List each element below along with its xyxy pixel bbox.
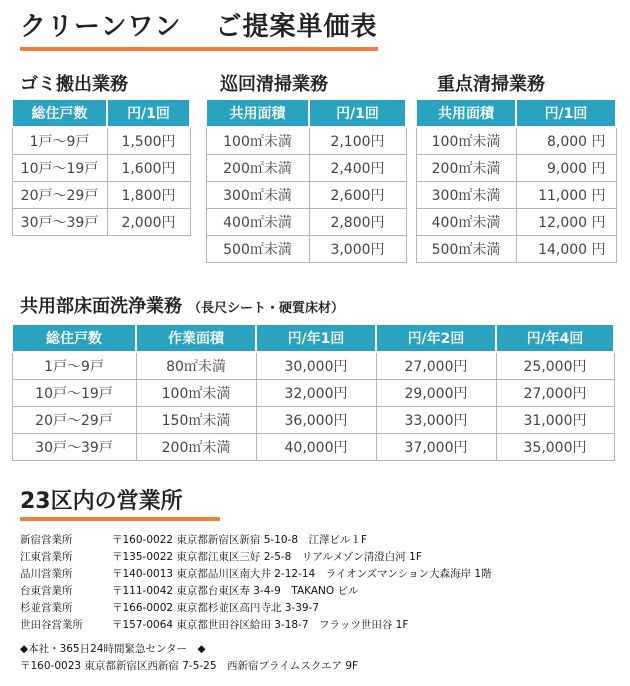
list-item — [20, 617, 492, 634]
table-cell: 20戸～29戸 — [12, 407, 136, 434]
table-cell: 35,000円 — [496, 434, 614, 461]
headquarters-address: 〒160-0023 東京都新宿区西新宿 7-5-25 西新宿プライムスクエア 9F — [20, 660, 359, 672]
column-header: 円/年4回 — [496, 324, 614, 352]
column-header: 総住戸数 — [12, 324, 136, 352]
table-cell: 300㎡未満 — [206, 182, 309, 209]
intensive-price-table — [415, 98, 617, 263]
table-row — [12, 155, 190, 182]
table-cell: 12,000 円 — [516, 209, 616, 236]
table-cell: 100㎡未満 — [416, 127, 516, 155]
table-cell: 40,000円 — [256, 434, 376, 461]
table-cell: 33,000円 — [376, 407, 496, 434]
table-cell: 1戸～9戸 — [12, 127, 107, 155]
office-address: 〒140-0013 東京都品川区南大井 2-12-14 ライオンズマンション大森海岸 1階 — [112, 568, 492, 580]
garbage-heading: ゴミ搬出業務 — [20, 74, 128, 95]
office-name: 台東営業所 — [20, 585, 73, 597]
table-cell: 3,000円 — [309, 236, 406, 263]
table-row — [12, 127, 190, 155]
table-cell: 1戸～9戸 — [12, 352, 136, 380]
price-table-title: ご提案単価表 — [215, 12, 378, 42]
table-cell: 500㎡未満 — [206, 236, 309, 263]
garbage-price-table — [11, 98, 191, 236]
column-header: 円/1回 — [516, 99, 616, 127]
column-header: 円/1回 — [309, 99, 406, 127]
office-address: 〒160-0022 東京都新宿区新宿 5-10-8 江澤ビル１F — [112, 534, 368, 546]
table-cell: 1,600円 — [107, 155, 190, 182]
table-cell: 150㎡未満 — [136, 407, 256, 434]
table-row — [206, 127, 406, 155]
table-cell: 200㎡未満 — [416, 155, 516, 182]
column-header: 共用面積 — [206, 99, 309, 127]
table-row — [416, 209, 616, 236]
floor-price-table — [11, 323, 615, 461]
office-name: 世田谷営業所 — [20, 619, 83, 631]
table-cell: 10戸～19戸 — [12, 155, 107, 182]
table-cell: 2,100円 — [309, 127, 406, 155]
table-row — [12, 182, 190, 209]
table-row — [206, 236, 406, 263]
column-header: 円/年1回 — [256, 324, 376, 352]
list-item — [20, 532, 492, 549]
table-row — [12, 209, 190, 236]
table-cell: 29,000円 — [376, 380, 496, 407]
table-cell: 2,400円 — [309, 155, 406, 182]
table-cell: 32,000円 — [256, 380, 376, 407]
patrol-price-table — [205, 98, 407, 263]
table-row — [416, 127, 616, 155]
table-row — [416, 182, 616, 209]
column-header: 共用面積 — [416, 99, 516, 127]
table-cell: 80㎡未満 — [136, 352, 256, 380]
floor-heading-title: 共用部床面洗浄業務 — [20, 296, 182, 317]
table-row — [206, 155, 406, 182]
table-row — [416, 155, 616, 182]
table-cell: 30戸～39戸 — [12, 209, 107, 236]
table-cell: 9,000 円 — [516, 155, 616, 182]
table-cell: 1,500円 — [107, 127, 190, 155]
office-name: 杉並営業所 — [20, 602, 73, 614]
table-row — [12, 434, 614, 461]
table-row — [12, 352, 614, 380]
office-address: 〒166-0002 東京都杉並区高円寺北 3-39-7 — [112, 602, 320, 614]
table-row — [12, 407, 614, 434]
office-list — [20, 532, 492, 634]
list-item — [20, 583, 492, 600]
company-name: クリーンワン — [20, 12, 182, 42]
column-header: 円/1回 — [107, 99, 190, 127]
table-cell: 37,000円 — [376, 434, 496, 461]
office-name: 品川営業所 — [20, 568, 73, 580]
table-row — [416, 236, 616, 263]
table-cell: 25,000円 — [496, 352, 614, 380]
floor-heading-subtitle: （長尺シート・硬質床材） — [188, 301, 345, 316]
column-header: 円/年2回 — [376, 324, 496, 352]
table-cell: 2,000円 — [107, 209, 190, 236]
table-cell: 1,800円 — [107, 182, 190, 209]
floor-heading — [20, 292, 344, 318]
table-cell: 100㎡未満 — [206, 127, 309, 155]
table-cell: 300㎡未満 — [416, 182, 516, 209]
table-cell: 10戸～19戸 — [12, 380, 136, 407]
table-cell: 400㎡未満 — [206, 209, 309, 236]
list-item — [20, 549, 492, 566]
table-cell: 100㎡未満 — [136, 380, 256, 407]
intensive-heading: 重点清掃業務 — [437, 74, 545, 95]
headquarters-label: ◆本社・365日24時間緊急センター ◆ — [20, 643, 206, 655]
table-cell: 20戸～29戸 — [12, 182, 107, 209]
table-cell: 31,000円 — [496, 407, 614, 434]
table-row — [206, 209, 406, 236]
table-cell: 27,000円 — [496, 380, 614, 407]
table-cell: 400㎡未満 — [416, 209, 516, 236]
office-name: 江東営業所 — [20, 551, 73, 563]
list-item — [20, 566, 492, 583]
offices-heading: 23区内の営業所 — [20, 484, 220, 521]
table-cell: 200㎡未満 — [206, 155, 309, 182]
patrol-heading: 巡回清掃業務 — [220, 74, 328, 95]
office-address: 〒135-0022 東京都江東区三好 2-5-8 リアルメゾン清澄白河 1F — [112, 551, 422, 563]
table-cell: 14,000 円 — [516, 236, 616, 263]
office-name: 新宿営業所 — [20, 534, 73, 546]
office-address: 〒111-0042 東京都台東区寿 3-4-9 TAKANO ビル — [112, 585, 359, 597]
headquarters — [20, 641, 358, 675]
table-cell: 36,000円 — [256, 407, 376, 434]
table-cell: 27,000円 — [376, 352, 496, 380]
table-cell: 500㎡未満 — [416, 236, 516, 263]
table-row — [206, 182, 406, 209]
column-header: 作業面積 — [136, 324, 256, 352]
list-item — [20, 600, 492, 617]
table-cell: 30,000円 — [256, 352, 376, 380]
table-cell: 2,800円 — [309, 209, 406, 236]
table-cell: 2,600円 — [309, 182, 406, 209]
office-address: 〒157-0064 東京都世田谷区給田 3-18-7 フラッツ世田谷 1F — [112, 619, 409, 631]
table-cell: 30戸～39戸 — [12, 434, 136, 461]
table-cell: 11,000 円 — [516, 182, 616, 209]
table-row — [12, 380, 614, 407]
table-cell: 200㎡未満 — [136, 434, 256, 461]
table-cell: 8,000 円 — [516, 127, 616, 155]
column-header: 総住戸数 — [12, 99, 107, 127]
page-title — [20, 6, 378, 51]
